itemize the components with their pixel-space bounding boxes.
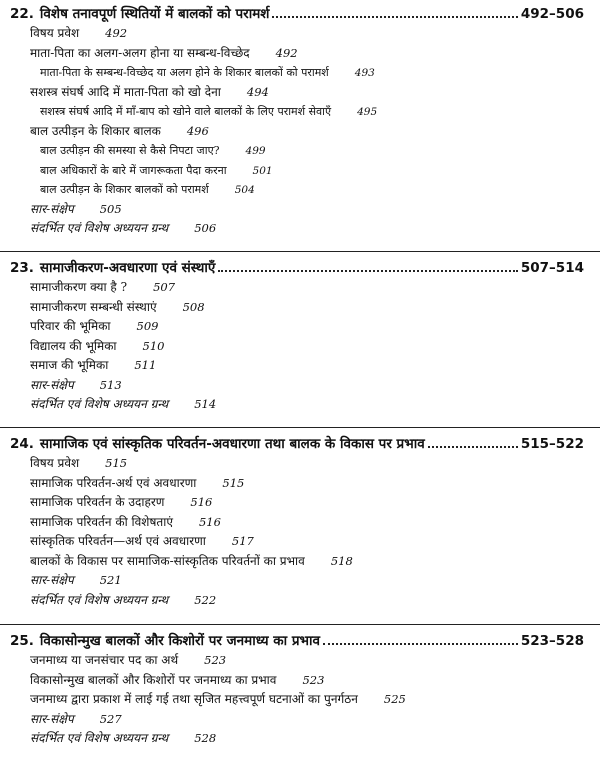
toc-entry (10, 532, 584, 552)
chapter-number: 24. (10, 436, 34, 452)
toc-entry (10, 591, 584, 611)
entry-page-number: 515 (105, 456, 128, 470)
entry-title: संदर्भित एवं विशेष अध्ययन ग्रन्थ (30, 221, 169, 235)
entry-page-number: 493 (354, 67, 375, 79)
entry-title: विकासोन्मुख बालकों और किशोरों पर जनमाध्य का प्रभाव (30, 672, 277, 687)
entry-title: सांस्कृतिक परिवर्तन—अर्थ एवं अवधारणा (30, 534, 206, 548)
entry-title: सार-संक्षेप (30, 711, 74, 726)
entry-page-number: 499 (245, 145, 266, 157)
entry-list (10, 24, 584, 239)
toc-entry (10, 710, 584, 730)
entry-title: सामाजीकरण क्या है ? (30, 280, 128, 294)
toc-entry (10, 219, 584, 239)
toc-entry (10, 454, 584, 474)
toc-entry (10, 298, 584, 318)
entry-page-number: 509 (136, 319, 159, 333)
entry-page-number: 504 (234, 184, 255, 196)
entry-page-number: 511 (134, 358, 157, 372)
entry-title: सशस्त्र संघर्ष आदि में माँ-बाप को खोने वाले बालकों के लिए परामर्श सेवाएँ (40, 105, 332, 118)
dot-leader (323, 643, 518, 645)
toc-entry (10, 513, 584, 533)
entry-page-number: 506 (194, 221, 217, 235)
entry-page-number: 517 (231, 534, 254, 548)
entry-title: परिवार की भूमिका (30, 319, 111, 333)
entry-title: बाल उत्पीड़न की समस्या से कैसे निपटा जाए? (40, 144, 220, 157)
chapter-23 (10, 258, 584, 415)
chapter-heading (10, 631, 584, 651)
entry-title: सार-संक्षेप (30, 201, 74, 216)
dot-leader (428, 446, 518, 448)
entry-title: माता-पिता के सम्बन्ध-विच्छेद या अलग होने के शिकार बालकों को परामर्श (40, 66, 329, 79)
chapter-heading (10, 4, 584, 24)
entry-page-number: 505 (99, 201, 122, 216)
toc-entry (10, 24, 584, 44)
chapter-25 (10, 631, 584, 749)
entry-title: सामाजीकरण सम्बन्धी संस्थाएं (30, 299, 157, 314)
entry-page-number: 523 (204, 653, 227, 667)
entry-title: विद्यालय की भूमिका (30, 338, 117, 353)
toc-entry (10, 102, 584, 122)
entry-page-number: 523 (302, 672, 325, 687)
toc-entry (10, 63, 584, 83)
toc-entry (10, 552, 584, 572)
entry-title: समाज की भूमिका (30, 358, 109, 372)
entry-list (10, 651, 584, 749)
chapter-heading (10, 434, 584, 454)
entry-page-number: 518 (330, 553, 353, 568)
chapter-title: विशेष तनावपूर्ण स्थितियों में बालकों को परामर्श (39, 6, 270, 22)
chapter-number: 25. (10, 633, 34, 649)
chapter-number: 22. (10, 6, 34, 22)
dot-leader (218, 270, 518, 272)
entry-page-number: 513 (99, 377, 122, 392)
chapter-22 (10, 4, 584, 239)
entry-page-number: 501 (252, 164, 273, 177)
entry-list (10, 454, 584, 610)
entry-page-number: 528 (194, 731, 217, 745)
entry-list (10, 278, 584, 415)
chapter-title: विकासोन्मुख बालकों और किशोरों पर जनमाध्य का प्रभाव (39, 633, 321, 649)
entry-title: बाल उत्पीड़न के शिकार बालकों को परामर्श (40, 183, 209, 196)
entry-title: सार-संक्षेप (30, 573, 74, 587)
toc-entry (10, 729, 584, 749)
entry-page-number: 521 (99, 573, 122, 587)
entry-page-number: 527 (99, 711, 122, 726)
entry-page-number: 494 (246, 84, 269, 99)
entry-page-number: 496 (186, 123, 209, 138)
entry-title: सामाजिक परिवर्तन के उदाहरण (30, 495, 165, 509)
toc-entry (10, 141, 584, 161)
entry-title: सार-संक्षेप (30, 377, 74, 392)
chapter-divider (0, 251, 600, 252)
toc-entry (10, 200, 584, 220)
entry-title: सामाजिक परिवर्तन-अर्थ एवं अवधारणा (30, 475, 197, 490)
chapter-number: 23. (10, 260, 34, 276)
toc-entry (10, 44, 584, 64)
entry-page-number: 507 (153, 280, 176, 294)
chapter-page-range: 515–522 (520, 436, 584, 452)
entry-page-number: 522 (194, 592, 217, 607)
entry-page-number: 516 (198, 514, 221, 529)
chapter-page-range: 507–514 (520, 260, 584, 276)
entry-title: बालकों के विकास पर सामाजिक-सांस्कृतिक परिवर्तनों का प्रभाव (30, 553, 305, 568)
dot-leader (272, 16, 517, 18)
toc-entry (10, 356, 584, 376)
toc-entry (10, 122, 584, 142)
entry-title: विषय प्रवेश (30, 456, 80, 470)
chapter-title: सामाजीकरण-अवधारणा एवं संस्थाएँ (39, 260, 216, 276)
chapter-divider (0, 427, 600, 428)
chapter-page-range: 523–528 (520, 633, 584, 649)
toc-entry (10, 690, 584, 710)
entry-page-number: 495 (357, 106, 378, 118)
toc-entry (10, 180, 584, 200)
toc-entry (10, 474, 584, 494)
entry-page-number: 492 (105, 26, 128, 40)
entry-page-number: 492 (275, 45, 298, 60)
entry-title: माता-पिता का अलग-अलग होना या सम्बन्ध-विच्छेद (30, 45, 250, 60)
entry-title: विषय प्रवेश (30, 26, 80, 40)
entry-title: जनमाध्य द्वारा प्रकाश में लाई गई तथा सृजित महत्त्वपूर्ण घटनाओं का पुनर्गठन (30, 692, 358, 706)
entry-title: जनमाध्य या जनसंचार पद का अर्थ (30, 653, 179, 667)
toc-entry (10, 671, 584, 691)
entry-title: संदर्भित एवं विशेष अध्ययन ग्रन्थ (30, 731, 169, 745)
toc-entry (10, 395, 584, 415)
toc-entry (10, 337, 584, 357)
chapter-heading (10, 258, 584, 278)
chapter-title: सामाजिक एवं सांस्कृतिक परिवर्तन-अवधारणा तथा बालक के विकास पर प्रभाव (39, 436, 425, 452)
toc-entry (10, 651, 584, 671)
entry-title: संदर्भित एवं विशेष अध्ययन ग्रन्थ (30, 397, 169, 411)
toc-entry (10, 83, 584, 103)
entry-title: बाल उत्पीड़न के शिकार बालक (30, 123, 161, 138)
entry-title: बाल अधिकारों के बारे में जागरूकता पैदा करना (40, 163, 227, 177)
entry-page-number: 515 (222, 475, 245, 490)
entry-page-number: 516 (190, 495, 213, 509)
entry-title: सशस्त्र संघर्ष आदि में माता-पिता को खो देना (30, 84, 221, 99)
entry-page-number: 510 (142, 338, 165, 353)
toc-entry (10, 493, 584, 513)
toc-entry (10, 571, 584, 591)
toc-entry (10, 161, 584, 181)
toc-entry (10, 317, 584, 337)
toc-entry (10, 376, 584, 396)
chapter-divider (0, 624, 600, 625)
entry-page-number: 525 (383, 692, 406, 706)
chapter-page-range: 492–506 (520, 6, 584, 22)
entry-title: सामाजिक परिवर्तन की विशेषताएं (30, 514, 173, 529)
entry-page-number: 514 (194, 397, 217, 411)
chapter-24 (10, 434, 584, 610)
entry-page-number: 508 (182, 299, 205, 314)
entry-title: संदर्भित एवं विशेष अध्ययन ग्रन्थ (30, 592, 169, 607)
toc-entry (10, 278, 584, 298)
